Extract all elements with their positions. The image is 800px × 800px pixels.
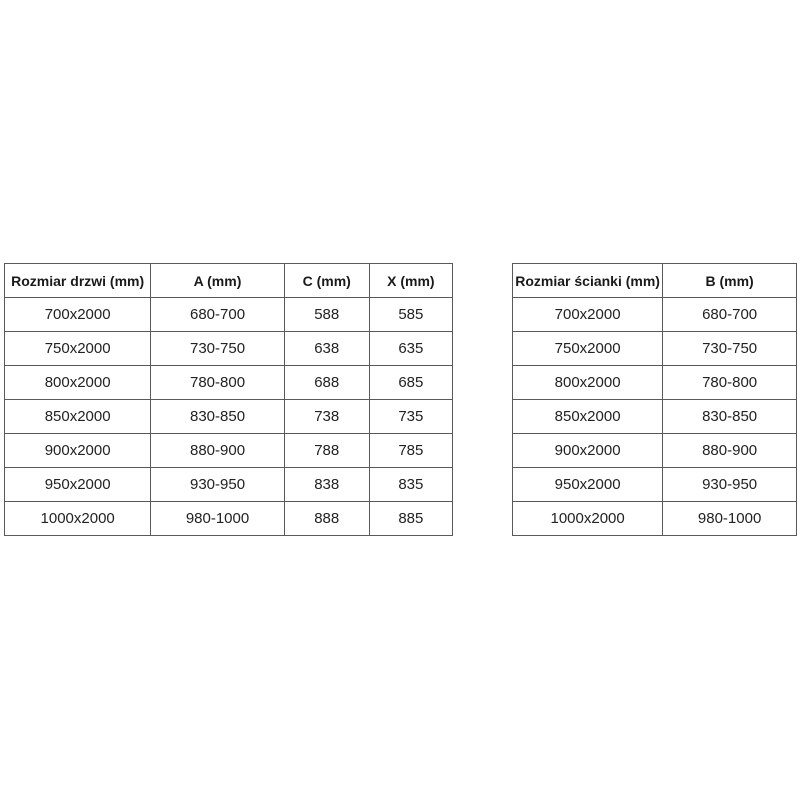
- table-cell: 980-1000: [663, 502, 797, 536]
- column-header: B (mm): [663, 264, 797, 298]
- table-cell: 588: [284, 298, 369, 332]
- table-cell: 885: [369, 502, 452, 536]
- column-header: A (mm): [151, 264, 284, 298]
- table-cell: 800x2000: [5, 366, 151, 400]
- table-cell: 850x2000: [513, 400, 663, 434]
- table-cell: 888: [284, 502, 369, 536]
- table-cell: 835: [369, 468, 452, 502]
- column-header: X (mm): [369, 264, 452, 298]
- table-cell: 850x2000: [5, 400, 151, 434]
- table-cell: 585: [369, 298, 452, 332]
- column-header: Rozmiar drzwi (mm): [5, 264, 151, 298]
- table-cell: 1000x2000: [513, 502, 663, 536]
- table-cell: 688: [284, 366, 369, 400]
- table-cell: 880-900: [151, 434, 284, 468]
- table-row: [513, 298, 797, 332]
- table-cell: 685: [369, 366, 452, 400]
- table-row: [5, 468, 453, 502]
- table-cell: 638: [284, 332, 369, 366]
- table-cell: 730-750: [151, 332, 284, 366]
- table-row: [5, 502, 453, 536]
- header-row: [513, 264, 797, 298]
- table-cell: 785: [369, 434, 452, 468]
- table-cell: 1000x2000: [5, 502, 151, 536]
- table-cell: 950x2000: [513, 468, 663, 502]
- table-cell: 880-900: [663, 434, 797, 468]
- table-cell: 900x2000: [513, 434, 663, 468]
- table-cell: 800x2000: [513, 366, 663, 400]
- table-row: [5, 434, 453, 468]
- table-cell: 700x2000: [5, 298, 151, 332]
- table-row: [5, 298, 453, 332]
- header-row: [5, 264, 453, 298]
- table-cell: 635: [369, 332, 452, 366]
- table-cell: 980-1000: [151, 502, 284, 536]
- table-cell: 780-800: [663, 366, 797, 400]
- table-row: [513, 434, 797, 468]
- table-cell: 730-750: [663, 332, 797, 366]
- table-cell: 750x2000: [5, 332, 151, 366]
- table-cell: 735: [369, 400, 452, 434]
- table-cell: 750x2000: [513, 332, 663, 366]
- table-row: [513, 502, 797, 536]
- table-cell: 788: [284, 434, 369, 468]
- table-row: [513, 366, 797, 400]
- table-cell: 900x2000: [5, 434, 151, 468]
- wall-sizes-table: [512, 263, 797, 536]
- table-cell: 680-700: [663, 298, 797, 332]
- door-sizes-table: [4, 263, 453, 536]
- column-header: Rozmiar ścianki (mm): [513, 264, 663, 298]
- column-header: C (mm): [284, 264, 369, 298]
- table-cell: 830-850: [151, 400, 284, 434]
- table-cell: 930-950: [151, 468, 284, 502]
- table-row: [513, 332, 797, 366]
- table-row: [5, 400, 453, 434]
- table-row: [5, 332, 453, 366]
- table-cell: 738: [284, 400, 369, 434]
- table-cell: 838: [284, 468, 369, 502]
- table-row: [513, 400, 797, 434]
- table-row: [5, 366, 453, 400]
- table-row: [513, 468, 797, 502]
- table-cell: 780-800: [151, 366, 284, 400]
- table-cell: 700x2000: [513, 298, 663, 332]
- table-cell: 830-850: [663, 400, 797, 434]
- table-cell: 680-700: [151, 298, 284, 332]
- table-cell: 950x2000: [5, 468, 151, 502]
- table-cell: 930-950: [663, 468, 797, 502]
